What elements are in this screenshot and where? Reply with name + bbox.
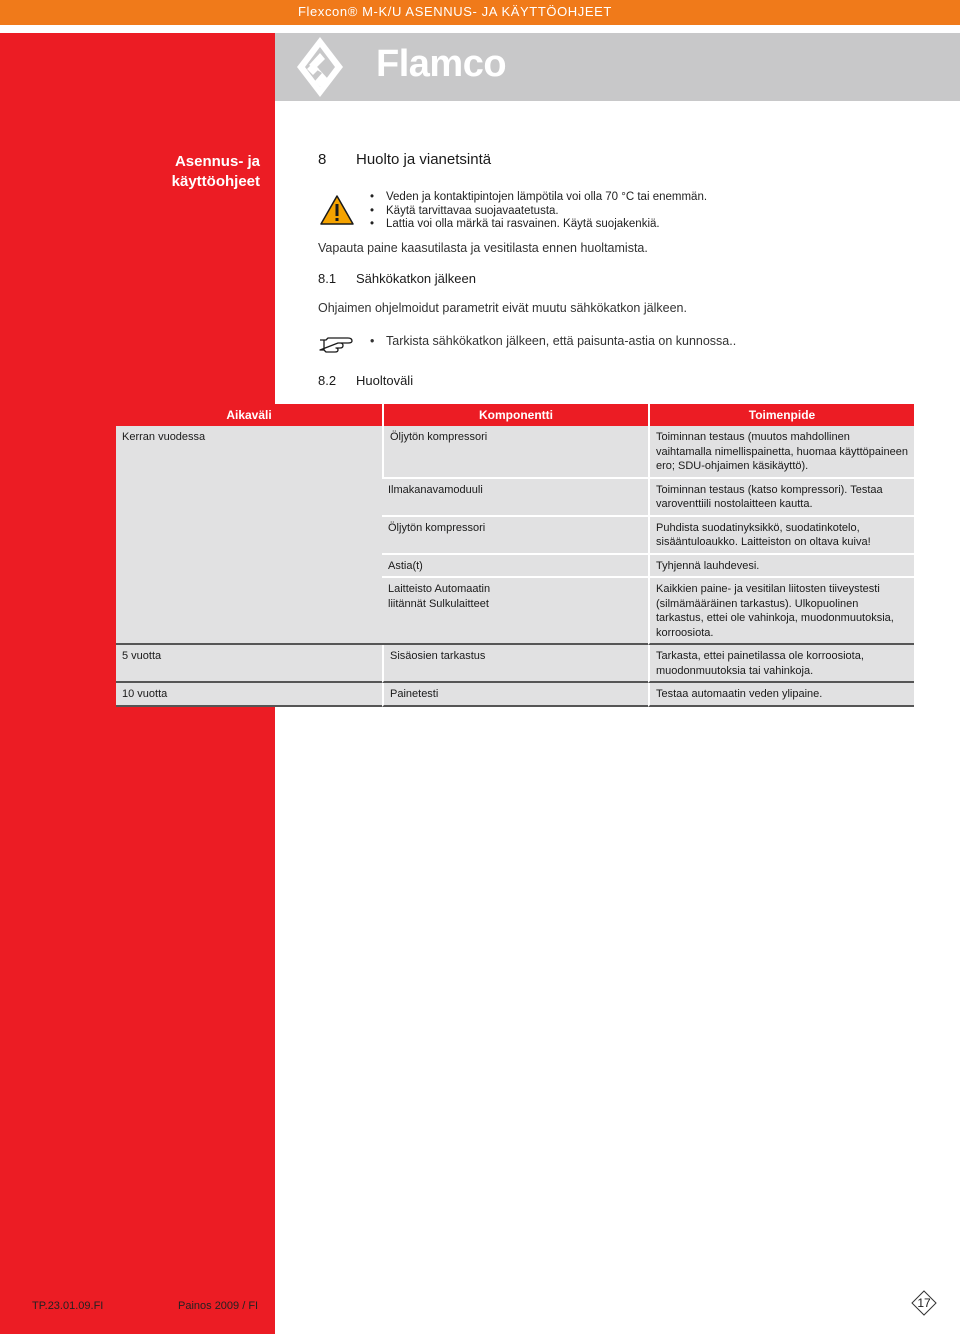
action-cell: Testaa automaatin veden ylipaine. (648, 683, 914, 707)
sidebar-title-line1: Asennus- ja (174, 153, 260, 170)
column-header-interval: Aikaväli (116, 404, 382, 426)
section-8-2-title: Huoltoväli (356, 373, 414, 388)
interval-cell: 10 vuotta (116, 683, 382, 707)
section-8-2-number: 8.2 (318, 373, 337, 388)
action-cell: Tyhjennä lauhdevesi. (648, 555, 914, 579)
sidebar-title (120, 152, 260, 192)
component-cell: Astia(t) (382, 555, 648, 579)
component-cell: Laitteisto Automaatin liitännät Sulkulaitteet (382, 578, 648, 645)
warning-list (370, 191, 707, 232)
section-8-number: 8 (318, 151, 327, 168)
top-bar (0, 0, 960, 25)
sidebar-title-line2: käyttöohjeet (171, 173, 260, 190)
warning-triangle-icon (319, 194, 355, 226)
component-cell: Ilmakanavamoduuli (382, 479, 648, 517)
table-row (116, 683, 914, 707)
component-cell: Öljytön kompressori (382, 426, 648, 479)
list-item: • Käytä tarvittavaa suojavaatetusta. (370, 204, 559, 217)
table-row (116, 426, 914, 479)
table-row (116, 645, 914, 683)
flamco-logo-icon (295, 35, 345, 99)
section-8-1-title: Sähkökatkon jälkeen (356, 271, 476, 286)
column-header-action: Toimenpide (648, 404, 914, 426)
list-item: • Veden ja kontaktipintojen lämpötila voi olla 70 °C tai enemmän. (370, 191, 708, 203)
edition: Painos 2009 / FI (178, 1300, 259, 1312)
pointing-hand-icon (318, 334, 356, 354)
action-cell: Puhdista suodatinyksikkö, suodatinkotelo, sisääntuloaukko. Laitteiston on oltava kuiva! (648, 517, 914, 555)
list-item: • Lattia voi olla märkä tai rasvainen. Käytä suojakenkiä. (370, 218, 660, 230)
interval-cell: Kerran vuodessa (116, 426, 382, 645)
action-cell: Toiminnan testaus (muutos mahdollinen vaihtamalla nimellispainetta, huomaa käyttöpaineen ero; SDU-ohjaimen käsikäyttö). (648, 426, 914, 479)
section-8-title: Huolto ja vianetsintä (356, 151, 492, 168)
interval-cell: 5 vuotta (116, 645, 382, 683)
table-header-row (116, 404, 914, 426)
component-cell: Öljytön kompressori (382, 517, 648, 555)
section-8-1-text: Ohjaimen ohjelmoidut parametrit eivät muutu sähkökatkon jälkeen. (318, 301, 687, 315)
section-8-1-number: 8.1 (318, 271, 337, 286)
doc-code: TP.23.01.09.FI (32, 1300, 104, 1312)
section-8-note: Vapauta paine kaasutilasta ja vesitilasta ennen huoltamista. (318, 241, 648, 255)
brand-name: Flamco (376, 43, 507, 85)
component-cell: Sisäosien tarkastus (382, 645, 648, 683)
action-cell: Tarkasta, ettei painetilassa ole korroosiota, muodonmuutoksia tai vahinkoja. (648, 645, 914, 683)
maintenance-table (116, 404, 914, 707)
section-8-1-hint: • Tarkista sähkökatkon jälkeen, että paisunta-astia on kunnossa.. (370, 334, 737, 348)
action-cell: Toiminnan testaus (katso kompressori). Testaa varoventtiili nostolaitteen kautta. (648, 479, 914, 517)
page-number: 17 (917, 1296, 931, 1310)
component-cell: Painetesti (382, 683, 648, 707)
document-title: Flexcon® M-K/U ASENNUS- JA KÄYTTÖOHJEET (298, 4, 612, 19)
column-header-component: Komponentti (382, 404, 648, 426)
action-cell: Kaikkien paine- ja vesitilan liitosten tiiveystesti (silmämääräinen tarkastus). Ulkopuolinen tarkastus, ettei ole vahinkoja, muodonmuutoksia, korroosiota. (648, 578, 914, 645)
